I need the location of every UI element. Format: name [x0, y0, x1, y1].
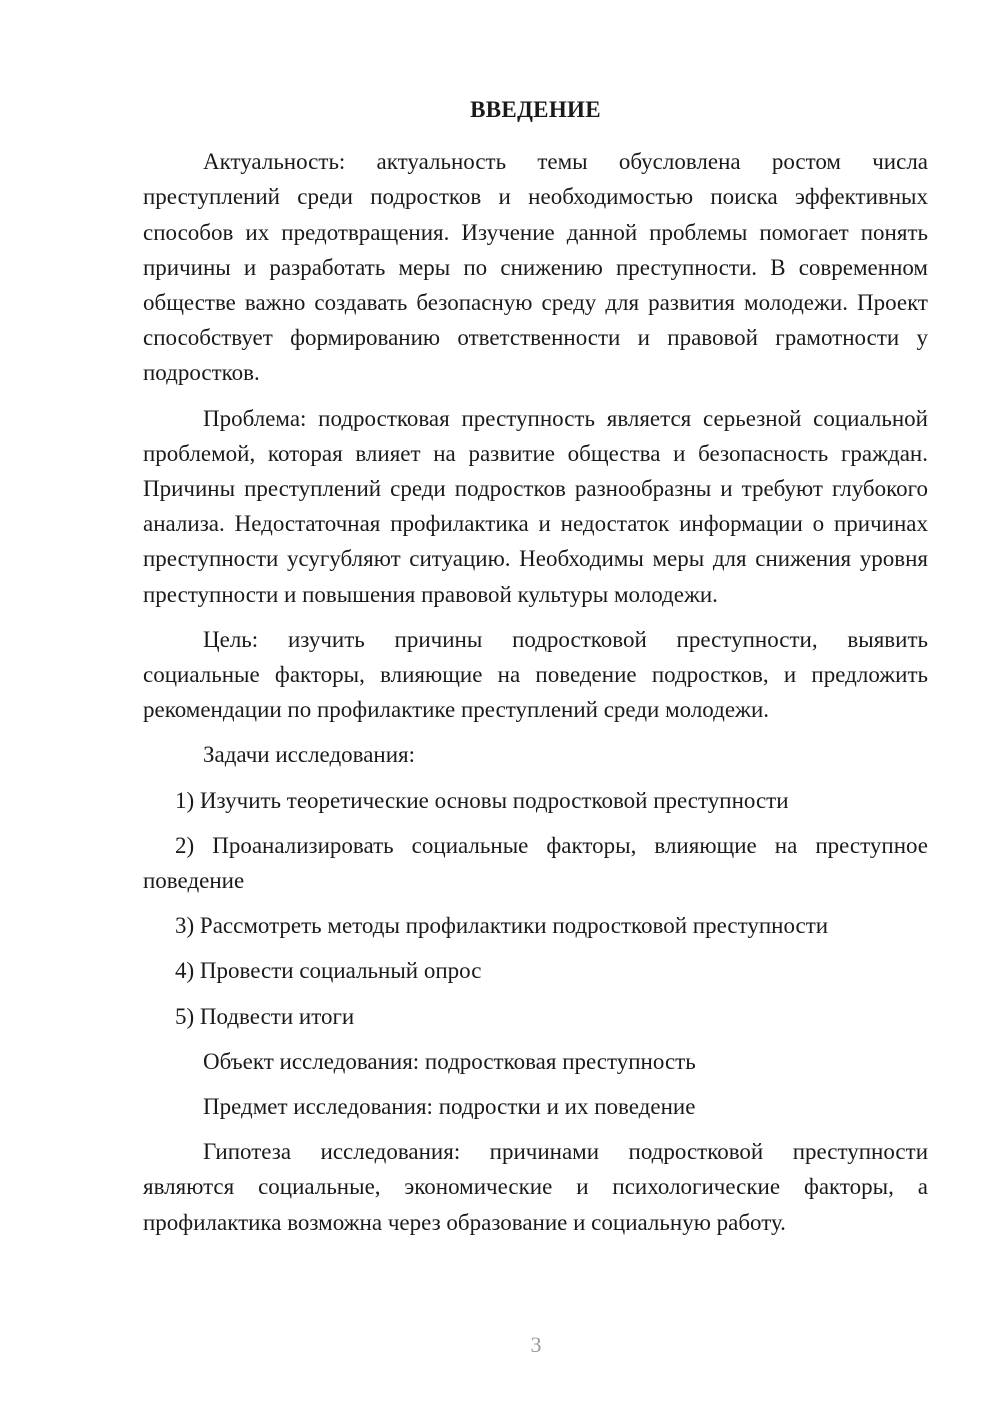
problem-paragraph: Проблема: подростковая преступность является серьезной социальной проблемой, которая влияет на развитие общества и безопасность граждан. Причины преступлений среди подростков разнообразны и требуют глубокого анализа. Недостаточная профилактика и недостаток информации о причинах преступности усугубляют ситуацию. Необходимы меры для снижения уровня преступности и повышения правовой культуры молодежи. — [143, 405, 928, 607]
document-body — [143, 92, 928, 1240]
research-object: Объект исследования: подростковая преступность — [203, 1048, 696, 1074]
hypothesis-paragraph: Гипотеза исследования: причинами подростковой преступности являются социальные, экономические и психологические факторы, а профилактика возможна через образование и социальную работу. — [143, 1139, 928, 1235]
tasks-title: Задачи исследования: — [203, 742, 416, 768]
tasks-list — [143, 783, 928, 1034]
list-item: 1) Изучить теоретические основы подростковой преступности — [175, 787, 789, 813]
goal-paragraph: Цель: изучить причины подростковой преступности, выявить социальные факторы, влияющие на поведение подростков, и предложить рекомендации по профилактике преступлений среди молодежи. — [143, 626, 928, 723]
research-subject: Предмет исследования: подростки и их поведение — [203, 1094, 696, 1120]
section-heading: ВВЕДЕНИЕ — [470, 97, 601, 122]
list-item: 3) Рассмотреть методы профилактики подростковой преступности — [175, 913, 829, 939]
relevance-paragraph: Актуальность: актуальность темы обусловлена ростом числа преступлений среди подростков и необходимостью поиска эффективных способов их предотвращения. Изучение данной проблемы помогает понять причины и разработать меры по снижению преступности. В современном обществе важно создавать безопасную среду для развития молодежи. Проект способствует формированию ответственности и правовой грамотности у подростков. — [143, 149, 928, 386]
list-item: 4) Провести социальный опрос — [175, 958, 482, 984]
page-number: 3 — [530, 1332, 542, 1357]
list-item: 5) Подвести итоги — [175, 1003, 355, 1029]
list-item: 2) Проанализировать социальные факторы, влияющие на преступное поведение — [143, 832, 928, 894]
